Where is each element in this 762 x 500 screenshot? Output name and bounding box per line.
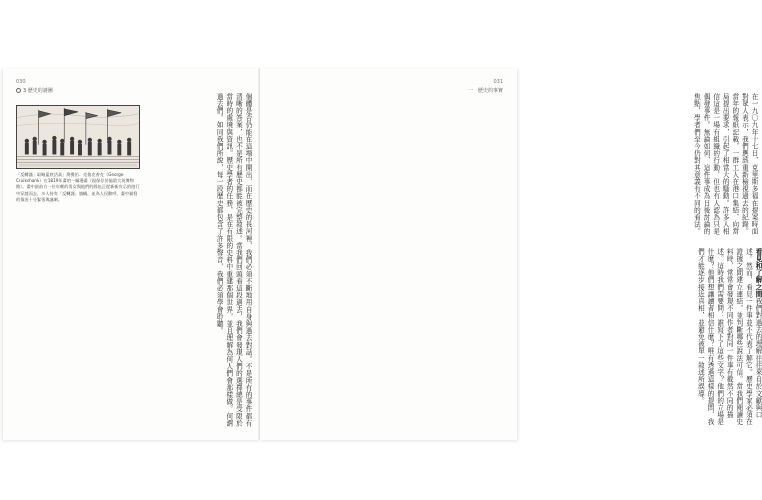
right-page: [260, 68, 762, 440]
left-page-header: [16, 79, 53, 94]
right-page-number: 031: [493, 79, 503, 85]
chapter-circle-icon: [16, 88, 21, 93]
right-chapter-label: 一 歷史的事實: [467, 88, 503, 94]
left-page-number: 030: [16, 79, 26, 85]
right-bottom-paragraph: 我們對過去的理解往往來自於文獻與口述。然而，看見一件事並不代表了解它。歷史學家必須在證據之間建立連結，並判斷哪些說法可信。當我們閱讀史料時，常常會發現不同作者對同一件事有截然不同的描述。這時我們需要問：誰寫下了這些文字？他們的立場是什麼？他們想讓讀者相信什麼？唯有透過這樣的提問，我們才能逐步接近真相，並避免被單一敘述所誤導。: [696, 248, 762, 426]
cruikshank-engraving: [16, 105, 140, 169]
section-heading: 看見和了解之間: [754, 248, 762, 298]
right-body-text-bottom: [532, 248, 762, 428]
left-body-text: 個體是否仍能在這場中開出，而在歷史的長河裡，我們必須不斷地用自身與過去對話。不是所有的事件都有清晰的答案，也不是所有歷史都能被完整敘述。當我們回頭看這段過去，我們會發現人們的選擇總是受限於當時的處境與資訊。歷史學者的任務，是在有限的史料中重建那個世界，並且理解為何人們會那樣做。何謂過去們。如同我們所說，每一段歷史都包含了許多聲音，我們必須學會聆聽。: [215, 93, 252, 427]
left-chapter-label: 3 歷史的謎團: [23, 88, 53, 94]
right-page-header: [468, 79, 503, 94]
right-body-text-top: 在一九〇九年十七日，克里斯多福在提案時面對眾人表示，我們應該重新檢視過去的紀錄。當年的報紙記載，一群工人在港口集結，向當局提出要求，引起了相當大的騷動。許多人相信這是一場有組織的行動，但也有人認為只是偶發事件。無論如何，這件事成為日後討論的焦點，學者們至今仍對其意義有不同的看法。: [692, 93, 758, 235]
illustration-caption: 「反轉謹」取略蓋底活高」喬譽治．克魯克香克（George Cruikshank）在1819年畫的一幅漫畫（現保存於倫敦大英博物館）。畫中最前方一位年輕的男女與他們的隊伍正從新新宣示的遊行中穿越而去，多人持有「反轉謹」旗幟，並為人民歡呼，畫中描寫的情況十分緊張與諷刺。: [16, 172, 140, 202]
book-spread: [0, 68, 762, 440]
left-chapter-label-wrap: [16, 87, 53, 94]
left-page: [3, 68, 260, 440]
engraving-artwork: [17, 106, 139, 168]
